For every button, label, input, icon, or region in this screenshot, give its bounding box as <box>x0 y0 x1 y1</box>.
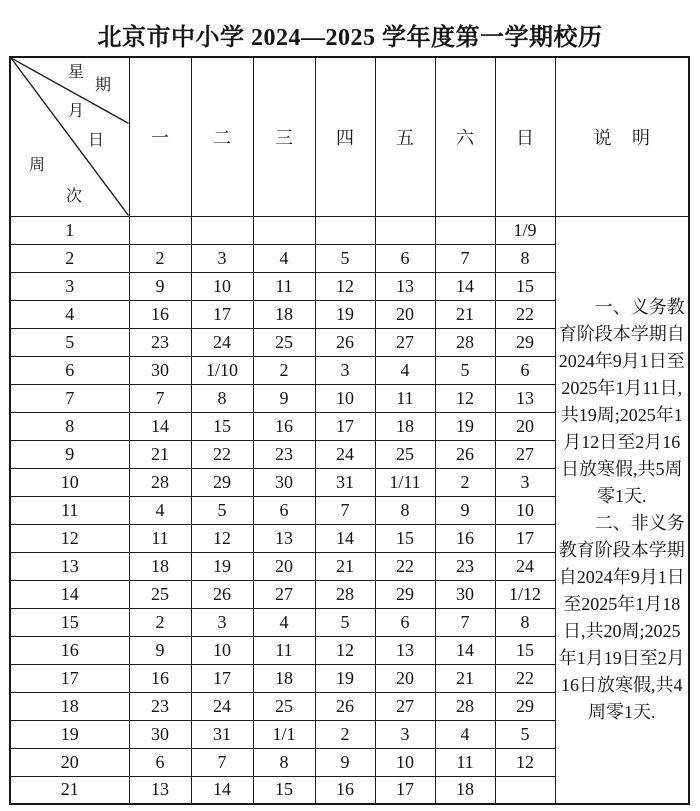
date-cell: 17 <box>375 776 435 804</box>
date-cell: 29 <box>495 692 555 720</box>
date-cell: 27 <box>253 580 315 608</box>
date-cell: 7 <box>435 608 495 636</box>
date-cell <box>315 216 375 244</box>
date-cell: 17 <box>191 664 253 692</box>
date-cell: 30 <box>253 468 315 496</box>
date-cell: 15 <box>495 272 555 300</box>
date-cell: 14 <box>315 524 375 552</box>
day-header-mon: 一 <box>129 57 191 216</box>
date-cell: 29 <box>191 468 253 496</box>
date-cell: 26 <box>435 440 495 468</box>
week-number-cell: 4 <box>10 300 129 328</box>
date-cell: 10 <box>495 496 555 524</box>
week-number-cell: 15 <box>10 608 129 636</box>
date-cell: 1/10 <box>191 356 253 384</box>
date-cell: 21 <box>129 440 191 468</box>
date-cell: 15 <box>375 524 435 552</box>
date-cell: 2 <box>253 356 315 384</box>
date-cell: 8 <box>495 608 555 636</box>
date-cell: 11 <box>375 384 435 412</box>
week-number-cell: 17 <box>10 664 129 692</box>
page-title: 北京市中小学 2024—2025 学年度第一学期校历 <box>97 25 603 51</box>
date-cell: 3 <box>315 356 375 384</box>
date-cell: 17 <box>315 412 375 440</box>
date-cell: 2 <box>129 244 191 272</box>
date-cell: 8 <box>191 384 253 412</box>
week-number-cell: 9 <box>10 440 129 468</box>
date-cell: 24 <box>315 440 375 468</box>
date-cell: 6 <box>495 356 555 384</box>
week-number-cell: 1 <box>10 216 129 244</box>
date-cell: 4 <box>253 244 315 272</box>
date-cell: 6 <box>129 748 191 776</box>
date-cell: 27 <box>375 692 435 720</box>
corner-label-month: 月 <box>68 103 85 120</box>
date-cell: 22 <box>191 440 253 468</box>
date-cell: 19 <box>435 412 495 440</box>
week-number-cell: 21 <box>10 776 129 804</box>
week-number-cell: 16 <box>10 636 129 664</box>
date-cell: 26 <box>315 692 375 720</box>
table-row <box>10 216 689 244</box>
date-cell: 9 <box>435 496 495 524</box>
date-cell: 7 <box>315 496 375 524</box>
date-cell: 19 <box>315 300 375 328</box>
date-cell: 27 <box>495 440 555 468</box>
date-cell: 23 <box>129 328 191 356</box>
date-cell: 22 <box>495 664 555 692</box>
date-cell: 15 <box>191 412 253 440</box>
week-number-cell: 18 <box>10 692 129 720</box>
date-cell: 29 <box>495 328 555 356</box>
date-cell: 6 <box>375 608 435 636</box>
date-cell: 28 <box>435 328 495 356</box>
date-cell: 23 <box>435 552 495 580</box>
date-cell: 3 <box>191 608 253 636</box>
date-cell: 1/11 <box>375 468 435 496</box>
date-cell: 1/9 <box>495 216 555 244</box>
date-cell: 26 <box>191 580 253 608</box>
date-cell <box>253 216 315 244</box>
corner-label-weekday-2: 期 <box>95 77 112 94</box>
week-number-cell: 11 <box>10 496 129 524</box>
date-cell: 3 <box>375 720 435 748</box>
week-number-cell: 10 <box>10 468 129 496</box>
date-cell <box>375 216 435 244</box>
day-header-sat: 六 <box>435 57 495 216</box>
date-cell: 8 <box>375 496 435 524</box>
week-number-cell: 13 <box>10 552 129 580</box>
date-cell <box>495 776 555 804</box>
date-cell: 25 <box>253 692 315 720</box>
date-cell: 30 <box>129 356 191 384</box>
date-cell: 5 <box>191 496 253 524</box>
date-cell: 31 <box>191 720 253 748</box>
date-cell: 25 <box>253 328 315 356</box>
date-cell: 16 <box>315 776 375 804</box>
date-cell: 7 <box>191 748 253 776</box>
date-cell: 8 <box>495 244 555 272</box>
date-cell: 21 <box>315 552 375 580</box>
date-cell: 16 <box>129 300 191 328</box>
date-cell <box>435 216 495 244</box>
day-header-thu: 四 <box>315 57 375 216</box>
date-cell: 11 <box>129 524 191 552</box>
date-cell: 24 <box>191 328 253 356</box>
corner-label-week-2: 次 <box>66 188 83 205</box>
date-cell: 18 <box>129 552 191 580</box>
date-cell: 30 <box>435 580 495 608</box>
date-cell: 20 <box>375 300 435 328</box>
date-cell: 18 <box>435 776 495 804</box>
date-cell: 6 <box>375 244 435 272</box>
date-cell: 14 <box>435 636 495 664</box>
date-cell: 23 <box>253 440 315 468</box>
week-number-cell: 20 <box>10 748 129 776</box>
date-cell: 18 <box>253 300 315 328</box>
date-cell: 21 <box>435 664 495 692</box>
date-cell: 21 <box>435 300 495 328</box>
date-cell: 14 <box>435 272 495 300</box>
day-header-fri: 五 <box>375 57 435 216</box>
day-header-tue: 二 <box>191 57 253 216</box>
date-cell: 11 <box>253 272 315 300</box>
date-cell <box>191 216 253 244</box>
date-cell: 20 <box>495 412 555 440</box>
notes-header: 说 明 <box>555 57 689 216</box>
date-cell: 12 <box>315 272 375 300</box>
week-number-cell: 12 <box>10 524 129 552</box>
week-number-cell: 8 <box>10 412 129 440</box>
date-cell: 25 <box>375 440 435 468</box>
date-cell: 1/1 <box>253 720 315 748</box>
date-cell: 5 <box>315 608 375 636</box>
date-cell: 2 <box>315 720 375 748</box>
date-cell: 18 <box>375 412 435 440</box>
date-cell: 29 <box>375 580 435 608</box>
date-cell: 28 <box>129 468 191 496</box>
date-cell: 2 <box>129 608 191 636</box>
corner-cell <box>10 57 129 216</box>
date-cell: 11 <box>253 636 315 664</box>
date-cell: 16 <box>435 524 495 552</box>
week-number-cell: 14 <box>10 580 129 608</box>
day-header-sun: 日 <box>495 57 555 216</box>
date-cell: 3 <box>495 468 555 496</box>
date-cell: 6 <box>253 496 315 524</box>
date-cell: 4 <box>253 608 315 636</box>
corner-label-week-1: 周 <box>29 157 46 174</box>
day-header-wed: 三 <box>253 57 315 216</box>
date-cell: 5 <box>435 356 495 384</box>
date-cell: 10 <box>375 748 435 776</box>
date-cell: 23 <box>129 692 191 720</box>
date-cell: 13 <box>495 384 555 412</box>
date-cell: 13 <box>129 776 191 804</box>
date-cell: 13 <box>375 272 435 300</box>
date-cell: 31 <box>315 468 375 496</box>
week-number-cell: 5 <box>10 328 129 356</box>
date-cell: 13 <box>253 524 315 552</box>
notes-paragraph: 二、非义务教育阶段本学期自2024年9月1日至2025年1月18日,共20周;2025年1月19日至2月16日放寒假,共4周零1天. <box>558 512 685 722</box>
date-cell: 10 <box>191 636 253 664</box>
date-cell: 28 <box>435 692 495 720</box>
date-cell: 26 <box>315 328 375 356</box>
date-cell: 8 <box>253 748 315 776</box>
calendar-table <box>9 56 690 805</box>
date-cell: 18 <box>253 664 315 692</box>
date-cell: 17 <box>191 300 253 328</box>
date-cell: 19 <box>191 552 253 580</box>
date-cell <box>129 216 191 244</box>
date-cell: 5 <box>495 720 555 748</box>
notes-paragraph: 一、义务教育阶段本学期自2024年9月1日至2025年1月11日,共19周;2025年1月12日至2月16日放寒假,共5周零1天. <box>558 296 685 506</box>
date-cell: 9 <box>129 636 191 664</box>
date-cell: 27 <box>375 328 435 356</box>
date-cell: 30 <box>129 720 191 748</box>
date-cell: 7 <box>435 244 495 272</box>
date-cell: 14 <box>129 412 191 440</box>
date-cell: 13 <box>375 636 435 664</box>
date-cell: 22 <box>495 300 555 328</box>
date-cell: 14 <box>191 776 253 804</box>
date-cell: 22 <box>375 552 435 580</box>
date-cell: 4 <box>375 356 435 384</box>
date-cell: 9 <box>129 272 191 300</box>
date-cell: 20 <box>253 552 315 580</box>
date-cell: 20 <box>375 664 435 692</box>
date-cell: 2 <box>435 468 495 496</box>
date-cell: 28 <box>315 580 375 608</box>
date-cell: 1/12 <box>495 580 555 608</box>
date-cell: 17 <box>495 524 555 552</box>
corner-label-weekday-1: 星 <box>68 64 85 81</box>
week-number-cell: 2 <box>10 244 129 272</box>
date-cell: 5 <box>315 244 375 272</box>
date-cell: 3 <box>191 244 253 272</box>
date-cell: 10 <box>315 384 375 412</box>
date-cell: 9 <box>253 384 315 412</box>
notes-cell <box>555 216 689 804</box>
date-cell: 11 <box>435 748 495 776</box>
date-cell: 16 <box>253 412 315 440</box>
date-cell: 25 <box>129 580 191 608</box>
date-cell: 24 <box>191 692 253 720</box>
date-cell: 12 <box>495 748 555 776</box>
corner-label-day: 日 <box>88 132 105 149</box>
date-cell: 19 <box>315 664 375 692</box>
date-cell: 12 <box>315 636 375 664</box>
header-row <box>10 57 689 216</box>
date-cell: 15 <box>253 776 315 804</box>
date-cell: 9 <box>315 748 375 776</box>
date-cell: 12 <box>191 524 253 552</box>
date-cell: 10 <box>191 272 253 300</box>
date-cell: 24 <box>495 552 555 580</box>
date-cell: 4 <box>435 720 495 748</box>
week-number-cell: 7 <box>10 384 129 412</box>
date-cell: 4 <box>129 496 191 524</box>
date-cell: 12 <box>435 384 495 412</box>
week-number-cell: 3 <box>10 272 129 300</box>
date-cell: 16 <box>129 664 191 692</box>
date-cell: 7 <box>129 384 191 412</box>
week-number-cell: 19 <box>10 720 129 748</box>
date-cell: 15 <box>495 636 555 664</box>
week-number-cell: 6 <box>10 356 129 384</box>
